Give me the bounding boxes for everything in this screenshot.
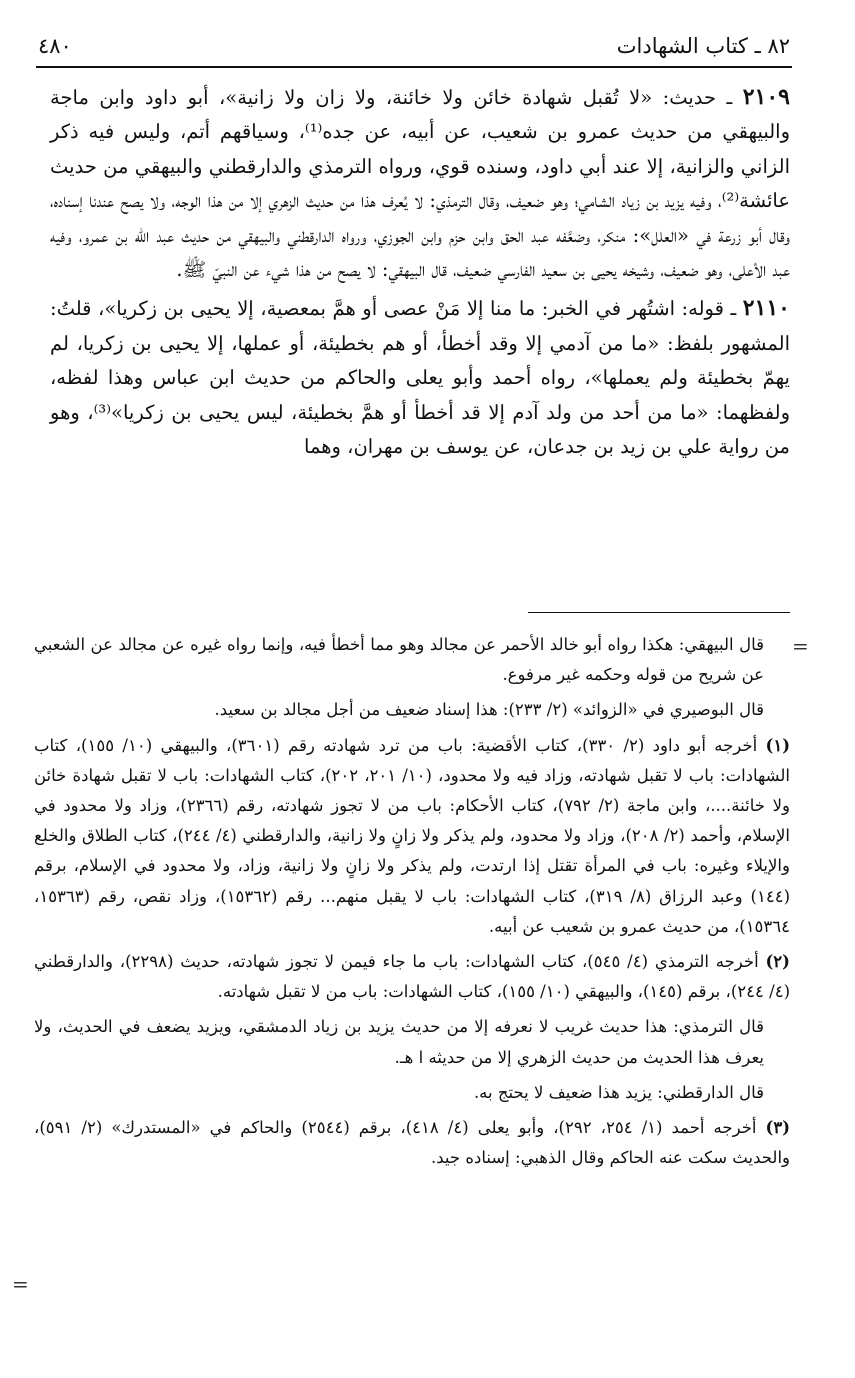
footnote-quote: قال الترمذي: هذا حديث غريب لا نعرفه إلا من حديث يزيد بن زياد الدمشقي، ويزيد يضعف في الحديث، ولا يعرف هذا الحديث من حديث الزهري إلا من حديثه ا هـ. (34, 1017, 764, 1067)
entry-number: ٢١١٠ (742, 295, 790, 322)
footnote-text: أخرجه أحمد (١/ ٢٥٤، ٢٩٢)، وأبو يعلى (٤/ ٤١٨)، برقم (٢٥٤٤) والحاكم في «المستدرك» (٢/ ٥٩١)، والحديث سكت عنه الحاكم وقال الذهبي: إسناده جيد. (34, 1118, 790, 1168)
footnote-marker: (١) (765, 735, 791, 755)
hadith-entry (50, 80, 790, 287)
page-header (38, 28, 790, 64)
footnote-quote: قال الدارقطني: يزيد هذا ضعيف لا يحتج به. (473, 1082, 764, 1102)
footnote (34, 731, 790, 942)
continues-mark: = (12, 1272, 29, 1296)
footnote-marker: (٢) (765, 952, 790, 972)
main-text (50, 80, 790, 464)
header-rule (36, 66, 792, 68)
entry-number: ٢١٠٩ (742, 84, 790, 110)
running-title: ٨٢ ـ كتاب الشهادات (616, 34, 790, 58)
footnote (34, 1113, 790, 1173)
entry-text: ـ قوله: اشتُهر في الخبر: ما منا إلا مَنْ عصى أو همَّ بمعصية، إلا يحيى بن زكريا»، قلتُ: المشهور بلفظ: «ما من آدمي إلا وقد أخطأ، أو هم بخطيئة، أو عملها، إلا يحيى بن زكريا، لم يهمّ بخطيئة ولم يعملها»، رواه أحمد وأبو يعلى والحاكم من حديث ابن عباس وهذا لفظه، ولفظهما: «ما من أحد من ولد آدم إلا قد أخطأ أو همَّ بخطيئة، ليس يحيى بن زكريا»⁽³⁾، وهو من رواية علي بن زيد بن جدعان، عن يوسف بن مهران، وهما (50, 297, 790, 459)
footnote-rule (528, 612, 790, 613)
footnote (34, 947, 790, 1007)
continued-note: قال البيهقي: هكذا رواه أبو خالد الأحمر عن مجالد وهو مما أخطأ فيه، وإنما رواه غيره عن مجالد عن الشعبي عن شريح من قوله وحكمه غير مرفوع. (34, 635, 764, 685)
footnote-text: أخرجه الترمذي (٤/ ٥٤٥)، كتاب الشهادات: باب ما جاء فيمن لا تجوز شهادته، حديث (٢٢٩٨)، والدارقطني (٤/ ٢٤٤)، برقم (١٤٥)، والبيهقي (١٠/ ١٥٥)، كتاب الشهادات: باب من لا تقبل شهادته. (34, 952, 790, 1002)
footnote-text: أخرجه أبو داود (٢/ ٣٣٠)، كتاب الأقضية: باب من ترد شهادته رقم (٣٦٠١)، والبيهقي (١٠/ ١٥٥)، كتاب الشهادات: باب لا تقبل شهادته، وزاد فيه ولا محدود، (١٠/ ٢٠١، ٢٠٢)، كتاب الشهادات: باب لا تقبل شهادة خائن ولا خائنة....، وابن ماجة (٢/ ٧٩٢)، كتاب الأحكام: باب من لا تجوز شهادته، رقم (٢٣٦٦)، وزاد ولا محدود في الإسلام، وأحمد (٢/ ٢٠٨)، وزاد ولا محدود، ولم يذكر ولا زانٍ ولا زانية، والدارقطني (٤/ ٢٤٤)، كتاب الطلاق والخلع والإيلاء وغيره: باب في المرأة تقتل إذا ارتدت، ولم يذكر ولا زانٍ ولا زانية، وزاد، ولا محدود في الإسلام، برقم (١٤٤) وعبد الرزاق (٨/ ٣١٩)، كتاب الشهادات: باب لا يقبل منهم... رقم (١٥٣٦٢)، وزاد نقص، رقم (١٥٣٦٣، ١٥٣٦٤)، من حديث عمرو بن شعيب عن أبيه. (34, 735, 790, 936)
footnotes (34, 630, 790, 1178)
continued-from-mark: = (792, 634, 809, 658)
footnote-marker: (٣) (765, 1118, 791, 1138)
page-number: ٤٨٠ (38, 34, 72, 58)
continued-note: قال البوصيري في «الزوائد» (٢/ ٢٣٣): هذا إسناد ضعيف من أجل مجالد بن سعيد. (214, 700, 764, 720)
hadith-entry (50, 291, 790, 464)
entry-text: ـ حديث: «لا تُقبل شهادة خائن ولا خائنة، ولا زان ولا زانية»، أبو داود وابن ماجة والبيهقي من حديث عمرو بن شعيب، عن أبيه، عن جده⁽¹⁾، وسياقهم أتم، وليس فيه ذكر الزاني والزانية، إلا عند أبي داود، وسنده قوي، ورواه الترمذي والدارقطني والبيهقي من حديث عائشة⁽²⁾، وفيه يزيد بن زياد الشامي؛ وهو ضعيف، وقال الترمذي: لا يُعرف هذا من حديث الزهري إلا من هذا الوجه، ولا يصح عندنا إسناده، وقال أبو زرعة في «العلل»: منكر، وضعَّفه عبد الحق وابن حزم وابن الجوزي، ورواه الدارقطني والبيهقي من حديث عبد الله بن عمرو، وفيه عبد الأعلى، وهو ضعيف، وشيخه يحيى بن سعيد الفارسي ضعيف، قال البيهقي: لا يصح من هذا شيء عن النبيّ ﷺ. (50, 86, 790, 282)
